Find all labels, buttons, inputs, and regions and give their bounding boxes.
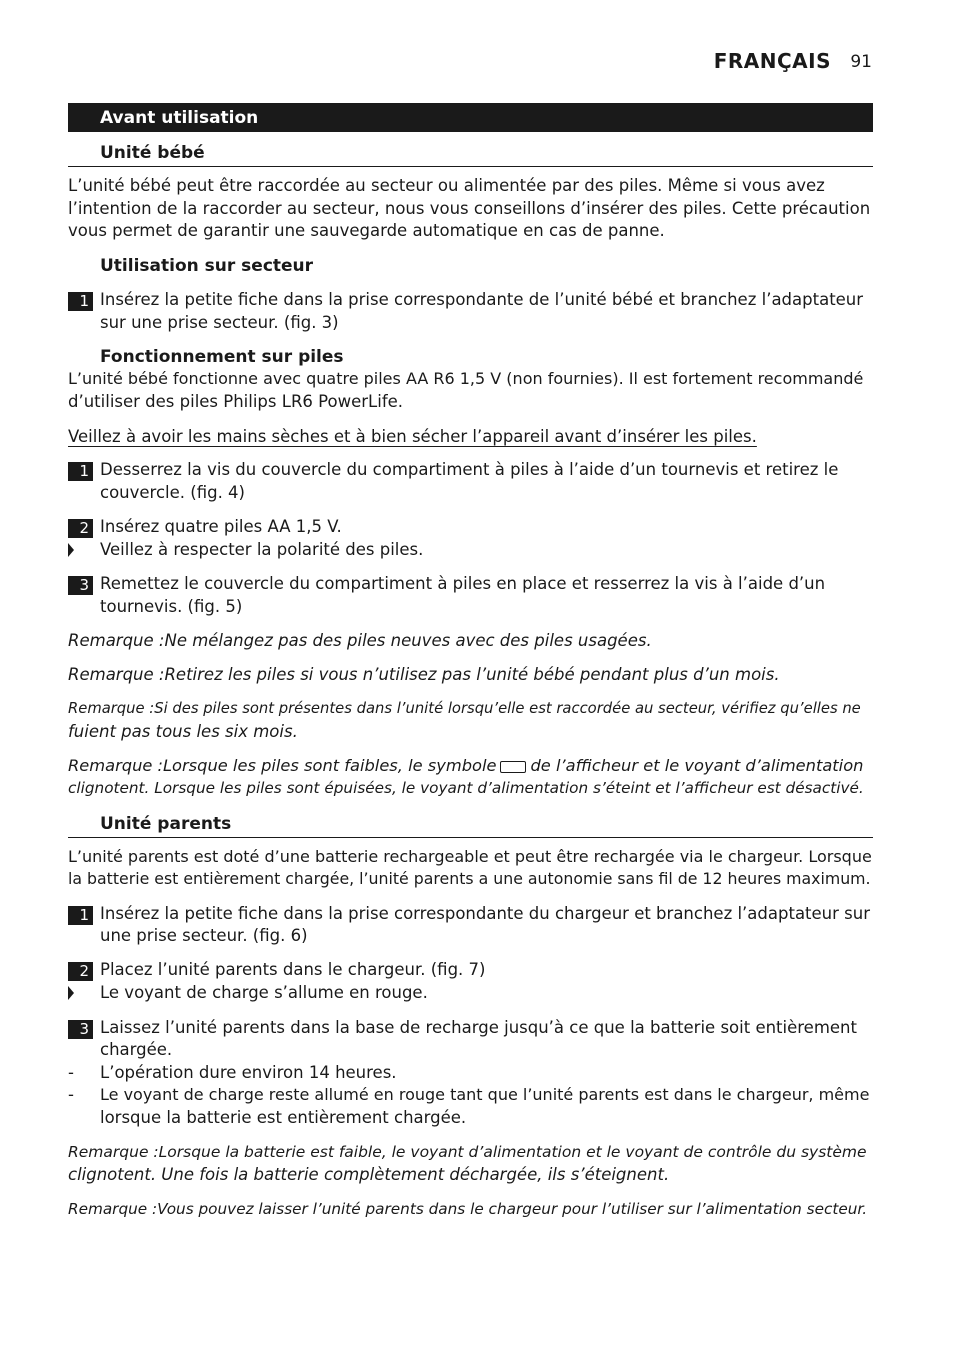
note-text: clignotent. Lorsque les piles sont épuisées, le voyant d’alimentation s’éteint et l’afficheur est désactivé. [68,779,864,797]
step-text: Insérez la petite fiche dans la prise correspondante du chargeur et branchez l’adaptateur sur [100,904,870,923]
step-number: 3 [68,576,93,595]
section-title-bar [68,103,873,132]
step-text: sur une prise secteur. (fig. 3) [100,313,339,332]
step-number: 1 [68,906,93,925]
result-arrow-icon [68,543,74,557]
bullet-text: lorsque la batterie est entièrement chargée. [100,1108,467,1127]
step-text: tournevis. (fig. 5) [100,597,243,616]
note-text: Remarque :Retirez les piles si vous n’utilisez pas l’unité bébé pendant plus d’un mois. [68,665,780,684]
heading-rule [68,166,873,167]
dash-bullet: - [68,1085,74,1104]
bullet-text: Le voyant de charge reste allumé en rouge tant que l’unité parents est dans le chargeur, même [100,1085,870,1104]
baby-unit-intro-line: L’unité bébé peut être raccordée au secteur ou alimentée par des piles. Même si vous avez [68,176,825,195]
note-text: fuient pas tous les six mois. [68,722,298,741]
step-text: Remettez le couvercle du compartiment à piles en place et resserrez la vis à l’aide d’un [100,574,826,593]
parent-unit-intro-line: L’unité parents est doté d’une batterie rechargeable et peut être rechargée via le chargeur. Lorsque [68,847,872,866]
batteries-intro-line: L’unité bébé fonctionne avec quatre piles AA R6 1,5 V (non fournies). Il est fortement recommandé [68,369,864,388]
step-text: Desserrez la vis du couvercle du compartiment à piles à l’aide d’un tournevis et retirez le [100,460,839,479]
step-text: Insérez quatre piles AA 1,5 V. [100,517,342,536]
step-text: Insérez la petite fiche dans la prise correspondante de l’unité bébé et branchez l’adaptateur [100,290,864,309]
step-text: Placez l’unité parents dans le chargeur. (fig. 7) [100,960,486,979]
note-text: Remarque :Lorsque les piles sont faibles, le symbole [68,756,497,775]
note-text: Remarque :Si des piles sont présentes dans l’unité lorsqu’elle est raccordée au secteur, vérifiez qu’elles ne [68,700,861,717]
step-number: 1 [68,292,93,311]
step-number: 2 [68,519,93,538]
note-line [68,755,863,778]
baby-unit-heading: Unité bébé [100,143,205,163]
note-text: de l’afficheur et le voyant d’alimentation [530,756,864,775]
note-text: Remarque :Vous pouvez laisser l’unité parents dans le chargeur pour l’utiliser sur l’alimentation secteur. [68,1200,868,1218]
page-number: 91 [850,52,872,72]
dash-bullet: - [68,1063,74,1082]
note-text: Remarque :Ne mélangez pas des piles neuves avec des piles usagées. [68,631,652,650]
batteries-intro-line: d’utiliser des piles Philips LR6 PowerLife. [68,392,404,411]
mains-heading: Utilisation sur secteur [100,256,314,276]
bullet-text: L’opération dure environ 14 heures. [100,1063,397,1082]
batteries-heading: Fonctionnement sur piles [100,347,344,367]
warning-text: Veillez à avoir les mains sèches et à bien sécher l’appareil avant d’insérer les piles. [68,427,757,446]
language-label: FRANÇAIS [713,49,831,73]
step-result-text: Veillez à respecter la polarité des piles. [100,540,424,559]
note-text: clignotent. Une fois la batterie complètement déchargée, ils s’éteignent. [68,1165,670,1184]
step-text: chargée. [100,1040,173,1059]
step-text: couvercle. (fig. 4) [100,483,245,502]
result-arrow-icon [68,986,74,1000]
battery-icon [500,761,526,773]
section-title: Avant utilisation [100,108,259,128]
step-number: 2 [68,962,93,981]
step-text: une prise secteur. (fig. 6) [100,926,308,945]
step-number: 3 [68,1020,93,1039]
step-number: 1 [68,462,93,481]
note-text: Remarque :Lorsque la batterie est faible, le voyant d’alimentation et le voyant de contrôle du système [68,1143,867,1161]
baby-unit-intro-line: vous permet de garantir une sauvegarde automatique en cas de panne. [68,221,665,240]
step-text: Laissez l’unité parents dans la base de recharge jusqu’à ce que la batterie soit entièrement [100,1018,857,1037]
heading-rule [68,837,873,838]
parent-unit-intro-line: la batterie est entièrement chargée, l’unité parents a une autonomie sans fil de 12 heures maximum. [68,869,871,888]
step-result-text: Le voyant de charge s’allume en rouge. [100,983,428,1002]
parent-unit-heading: Unité parents [100,814,232,834]
baby-unit-intro-line: l’intention de la raccorder au secteur, nous vous conseillons d’insérer des piles. Cette précaution [68,199,871,218]
